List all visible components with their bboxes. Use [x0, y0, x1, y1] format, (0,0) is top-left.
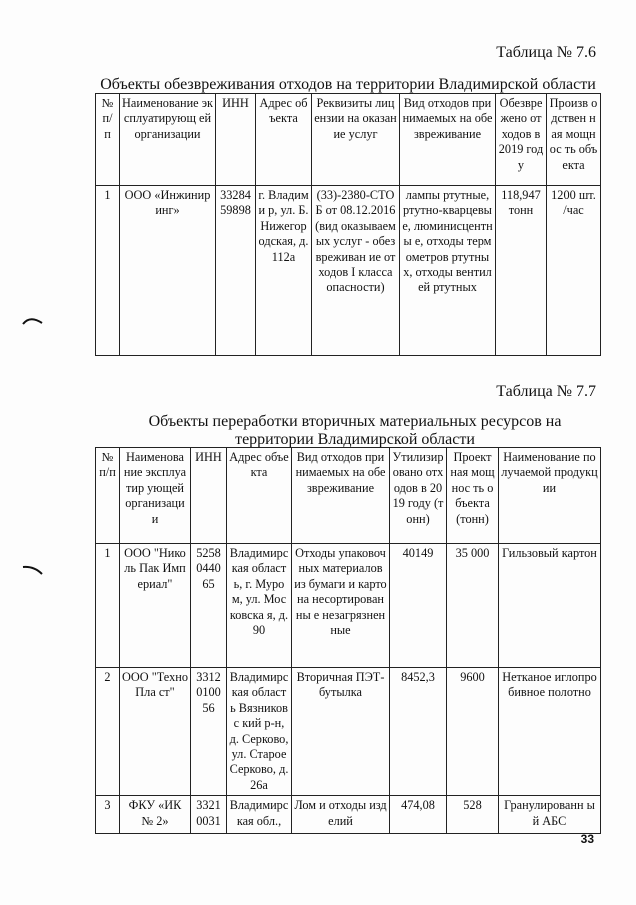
- header-cell: № п/п: [96, 448, 120, 544]
- header-cell: Произв одствен ная мощнос ть объекта: [547, 94, 601, 186]
- table-cell: Гранулированн ый АБС: [499, 796, 601, 834]
- page-number: 33: [580, 832, 594, 846]
- table-cell: лампы ртутные, ртутно-кварцевые, люминисцентны е, отходы термометров ртутных, отходы вентилей ртутных: [400, 186, 496, 356]
- table-cell: 35 000: [447, 544, 499, 668]
- header-cell: Вид отходов принимаемых на обезвреживание: [400, 94, 496, 186]
- table-row: [96, 186, 601, 356]
- header-cell: Наименование получаемой продукции: [499, 448, 601, 544]
- table-cell: 118,947 тонн: [496, 186, 547, 356]
- table-cell: ООО "ТехноПла ст": [120, 668, 191, 796]
- header-cell: Проект ная мощнос ть объекта (тонн): [447, 448, 499, 544]
- recycling-facilities-table: [95, 447, 601, 834]
- header-cell: Адрес объекта: [227, 448, 292, 544]
- binder-hole-mark: [22, 563, 44, 577]
- table-cell: 3321 0031: [191, 796, 227, 834]
- table-cell: 1: [96, 544, 120, 668]
- table-cell: ООО "Николь Пак Империал": [120, 544, 191, 668]
- binder-hole-mark: [22, 314, 44, 328]
- table-cell: 9600: [447, 668, 499, 796]
- table-cell: 33284 59898: [216, 186, 256, 356]
- waste-neutralization-table: [95, 93, 601, 356]
- header-cell: Наименование эксплуатирующ ей организации: [120, 94, 216, 186]
- header-cell: Адрес объекта: [256, 94, 312, 186]
- table-cell: 3: [96, 796, 120, 834]
- table-header-row: [96, 448, 601, 544]
- table-cell: ООО «Инжиниринг»: [120, 186, 216, 356]
- table-7-7-number: Таблица № 7.7: [496, 383, 596, 400]
- header-cell: Обезвре жено отходов в 2019 году: [496, 94, 547, 186]
- table-header-row: [96, 94, 601, 186]
- table-cell: Гильзовый картон: [499, 544, 601, 668]
- table-cell: Отходы упаковочных материалов из бумаги и картона несортированны е незагрязненные: [292, 544, 390, 668]
- table-cell: 8452,3: [390, 668, 447, 796]
- table-row: [96, 668, 601, 796]
- table-cell: Нетканое иглопробивное полотно: [499, 668, 601, 796]
- table-row: [96, 544, 601, 668]
- table-row: [96, 796, 601, 834]
- table-7-6-number: Таблица № 7.6: [496, 44, 596, 61]
- table-cell: 1: [96, 186, 120, 356]
- header-cell: № п/ п: [96, 94, 120, 186]
- header-cell: Наименова ние эксплуатир ующей организаци и: [120, 448, 191, 544]
- table-cell: 528: [447, 796, 499, 834]
- table-cell: 3312 0100 56: [191, 668, 227, 796]
- table-cell: ФКУ «ИК № 2»: [120, 796, 191, 834]
- header-cell: ИНН: [216, 94, 256, 186]
- header-cell: Реквизиты лицензии на оказание услуг: [312, 94, 400, 186]
- table-cell: 40149: [390, 544, 447, 668]
- table-cell: Владимирс кая обл.,: [227, 796, 292, 834]
- table-cell: Владимирс кая область Вязниковс кий р-н, д. Серково, ул. Старое Серково, д. 26а: [227, 668, 292, 796]
- table-cell: Вторичная ПЭТ-бутылка: [292, 668, 390, 796]
- table-cell: Владимирс кая область, г. Муром, ул. Московска я, д. 90: [227, 544, 292, 668]
- table-cell: Лом и отходы изделий: [292, 796, 390, 834]
- table-cell: 1200 шт. /час: [547, 186, 601, 356]
- header-cell: ИНН: [191, 448, 227, 544]
- table-cell: 474,08: [390, 796, 447, 834]
- table-cell: 2: [96, 668, 120, 796]
- table-cell: 5258 0440 65: [191, 544, 227, 668]
- table-7-7-title: Объекты переработки вторичных материальных ресурсов на территории Владимирской области: [148, 413, 562, 448]
- table-cell: г. Владими р, ул. Б. Нижегор одская, д. 112а: [256, 186, 312, 356]
- header-cell: Вид отходов принимаемых на обезвреживание: [292, 448, 390, 544]
- header-cell: Утилизир овано отходов в 2019 году (тонн): [390, 448, 447, 544]
- table-cell: (33)-2380-СТОБ от 08.12.2016 (вид оказываемых услуг - обезвреживан ие отходов I класса опасности): [312, 186, 400, 356]
- table-7-6-title: Объекты обезвреживания отходов на территории Владимирской области: [100, 76, 596, 93]
